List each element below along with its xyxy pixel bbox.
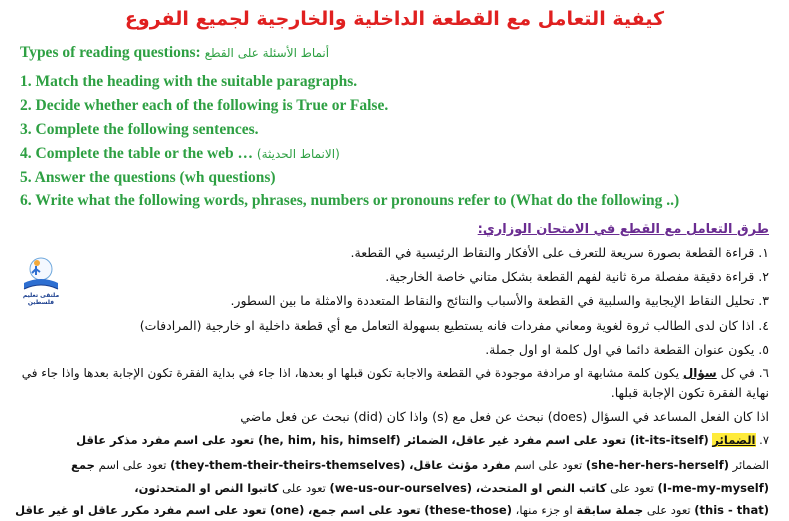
types-heading-line (20, 44, 329, 62)
pronouns-line-3 (134, 481, 769, 495)
pronouns-1c: الضمائر (he, him, his, himself) تعود على اسم (173, 433, 448, 447)
method-step-6 (22, 366, 769, 380)
logo-caption: ملتقى تعليم فلسطين (22, 292, 60, 306)
pronouns-3c: كاتب النص او المتحدث، (475, 481, 607, 495)
pronouns-line-1 (76, 433, 769, 447)
pronouns-3f: كاتبوا النص او المتحدثون، (134, 481, 279, 495)
pronouns-3a: (I-me-my-myself) (657, 481, 769, 495)
pronouns-2b: (she-her-hers-herself) (585, 458, 729, 472)
pronouns-4h: تعود على اسم مفرد مكرر عاقل او غير عاقل (15, 503, 267, 517)
page-title: كيفية التعامل مع القطعة الداخلية والخارجية لجميع الفروع (124, 8, 665, 30)
pronouns-4c: جملة سابقة (576, 503, 644, 517)
step6-keyword: سؤال (682, 366, 717, 380)
pronouns-2d: مفرد مؤنث عاقل، (409, 458, 511, 472)
question-type-1: 1. Match the heading with the suitable paragraphs. (20, 73, 358, 90)
pronouns-3b: تعود على (610, 481, 654, 495)
pronouns-4f: تعود على اسم جمع، (308, 503, 421, 517)
pronouns-2e: (they-them-their-theirs-themselves) (170, 458, 406, 472)
methods-heading: طرق التعامل مع القطع في الامتحان الوزاري: (477, 222, 769, 237)
method-step-5: ٥. يكون عنوان القطعة دائما في اول كلمة او اول جملة. (485, 342, 769, 357)
method-step-3: ٣. تحليل النقاط الإيجابية والسلبية في القطعة والأسباب والنتائج والنقاط المتعددة والامثلة ما بين السطور. (230, 293, 769, 308)
types-heading: Types of reading questions: (20, 44, 201, 61)
pronouns-1d: مفرد مذكر عاقل (76, 433, 171, 447)
pronouns-2c: تعود على اسم (514, 458, 583, 472)
pronouns-1b: مفرد غير عاقل، (451, 433, 542, 447)
question-type-2: 2. Decide whether each of the following is True or False. (20, 97, 389, 114)
step6-rest: يكون كلمة مشابهة او مرادفة موجودة في القطعة والاجابة تكون قبلها او بعدها، اذا جاء في بداية الفقرة تكون الإجابة بعدها واذا جاء في (21, 366, 680, 380)
question-type-3: 3. Complete the following sentences. (20, 121, 259, 138)
question-type-4: 4. Complete the table or the web … (20, 145, 254, 162)
book-logo-icon (20, 253, 62, 297)
pronouns-2g: جمع (71, 458, 95, 472)
method-step-4: ٤. اذا كان لدى الطالب ثروة لغوية ومعاني مفردات فانه يستطيع بسهولة التعامل مع أي قطعة داخلية او خارجية (المرادفات) (139, 318, 769, 333)
question-type-6: 6. Write what the following words, phrases, numbers or pronouns refer to (What do the following ..) (20, 192, 680, 209)
pronouns-3d: (we-us-our-ourselves) (329, 481, 473, 495)
step6-prefix: ٦. في كل (720, 366, 769, 380)
types-heading-arabic: أنماط الأسئلة على القطع (204, 46, 330, 60)
pronouns-4b: تعود على (646, 503, 691, 517)
method-step-1: ١. قراءة القطعة بصورة سريعة للتعرف على الأفكار والنقاط الرئيسية في القطعة. (350, 245, 769, 260)
pronouns-line-4 (15, 503, 769, 517)
pronouns-1a: (it-its-itself) تعود على اسم (545, 433, 709, 447)
pronouns-4g: (one) (269, 503, 305, 517)
pronouns-2f: تعود على اسم (98, 458, 167, 472)
question-type-4-line (20, 145, 340, 163)
method-step-2: ٢. قراءة دقيقة مفصلة مرة ثانية لفهم القطعة بشكل متاني خاصة الخارجية. (385, 269, 769, 284)
question-type-4-note: (الانماط الحديثة) (256, 147, 340, 161)
pronouns-4d: او جزء منها، (515, 503, 573, 517)
pronouns-3e: تعود على (282, 481, 326, 495)
method-step-6-line2: نهاية الفقرة تكون الإجابة قبلها. (610, 385, 769, 400)
pronouns-line-2 (71, 458, 769, 472)
pronouns-2a: الضمائر (732, 458, 769, 472)
pronouns-4e: (these-those) (424, 503, 512, 517)
question-type-5: 5. Answer the questions (wh questions) (20, 169, 276, 186)
auxiliary-verb-note: اذا كان الفعل المساعد في السؤال (does) نبحث عن فعل مع (s) واذا كان (did) نبحث عن فعل ماضي (240, 409, 769, 424)
pronouns-prefix: ٧. (759, 433, 769, 447)
pronouns-4a: (this - that) (694, 503, 769, 517)
pronouns-label: الضمائر (712, 433, 756, 447)
